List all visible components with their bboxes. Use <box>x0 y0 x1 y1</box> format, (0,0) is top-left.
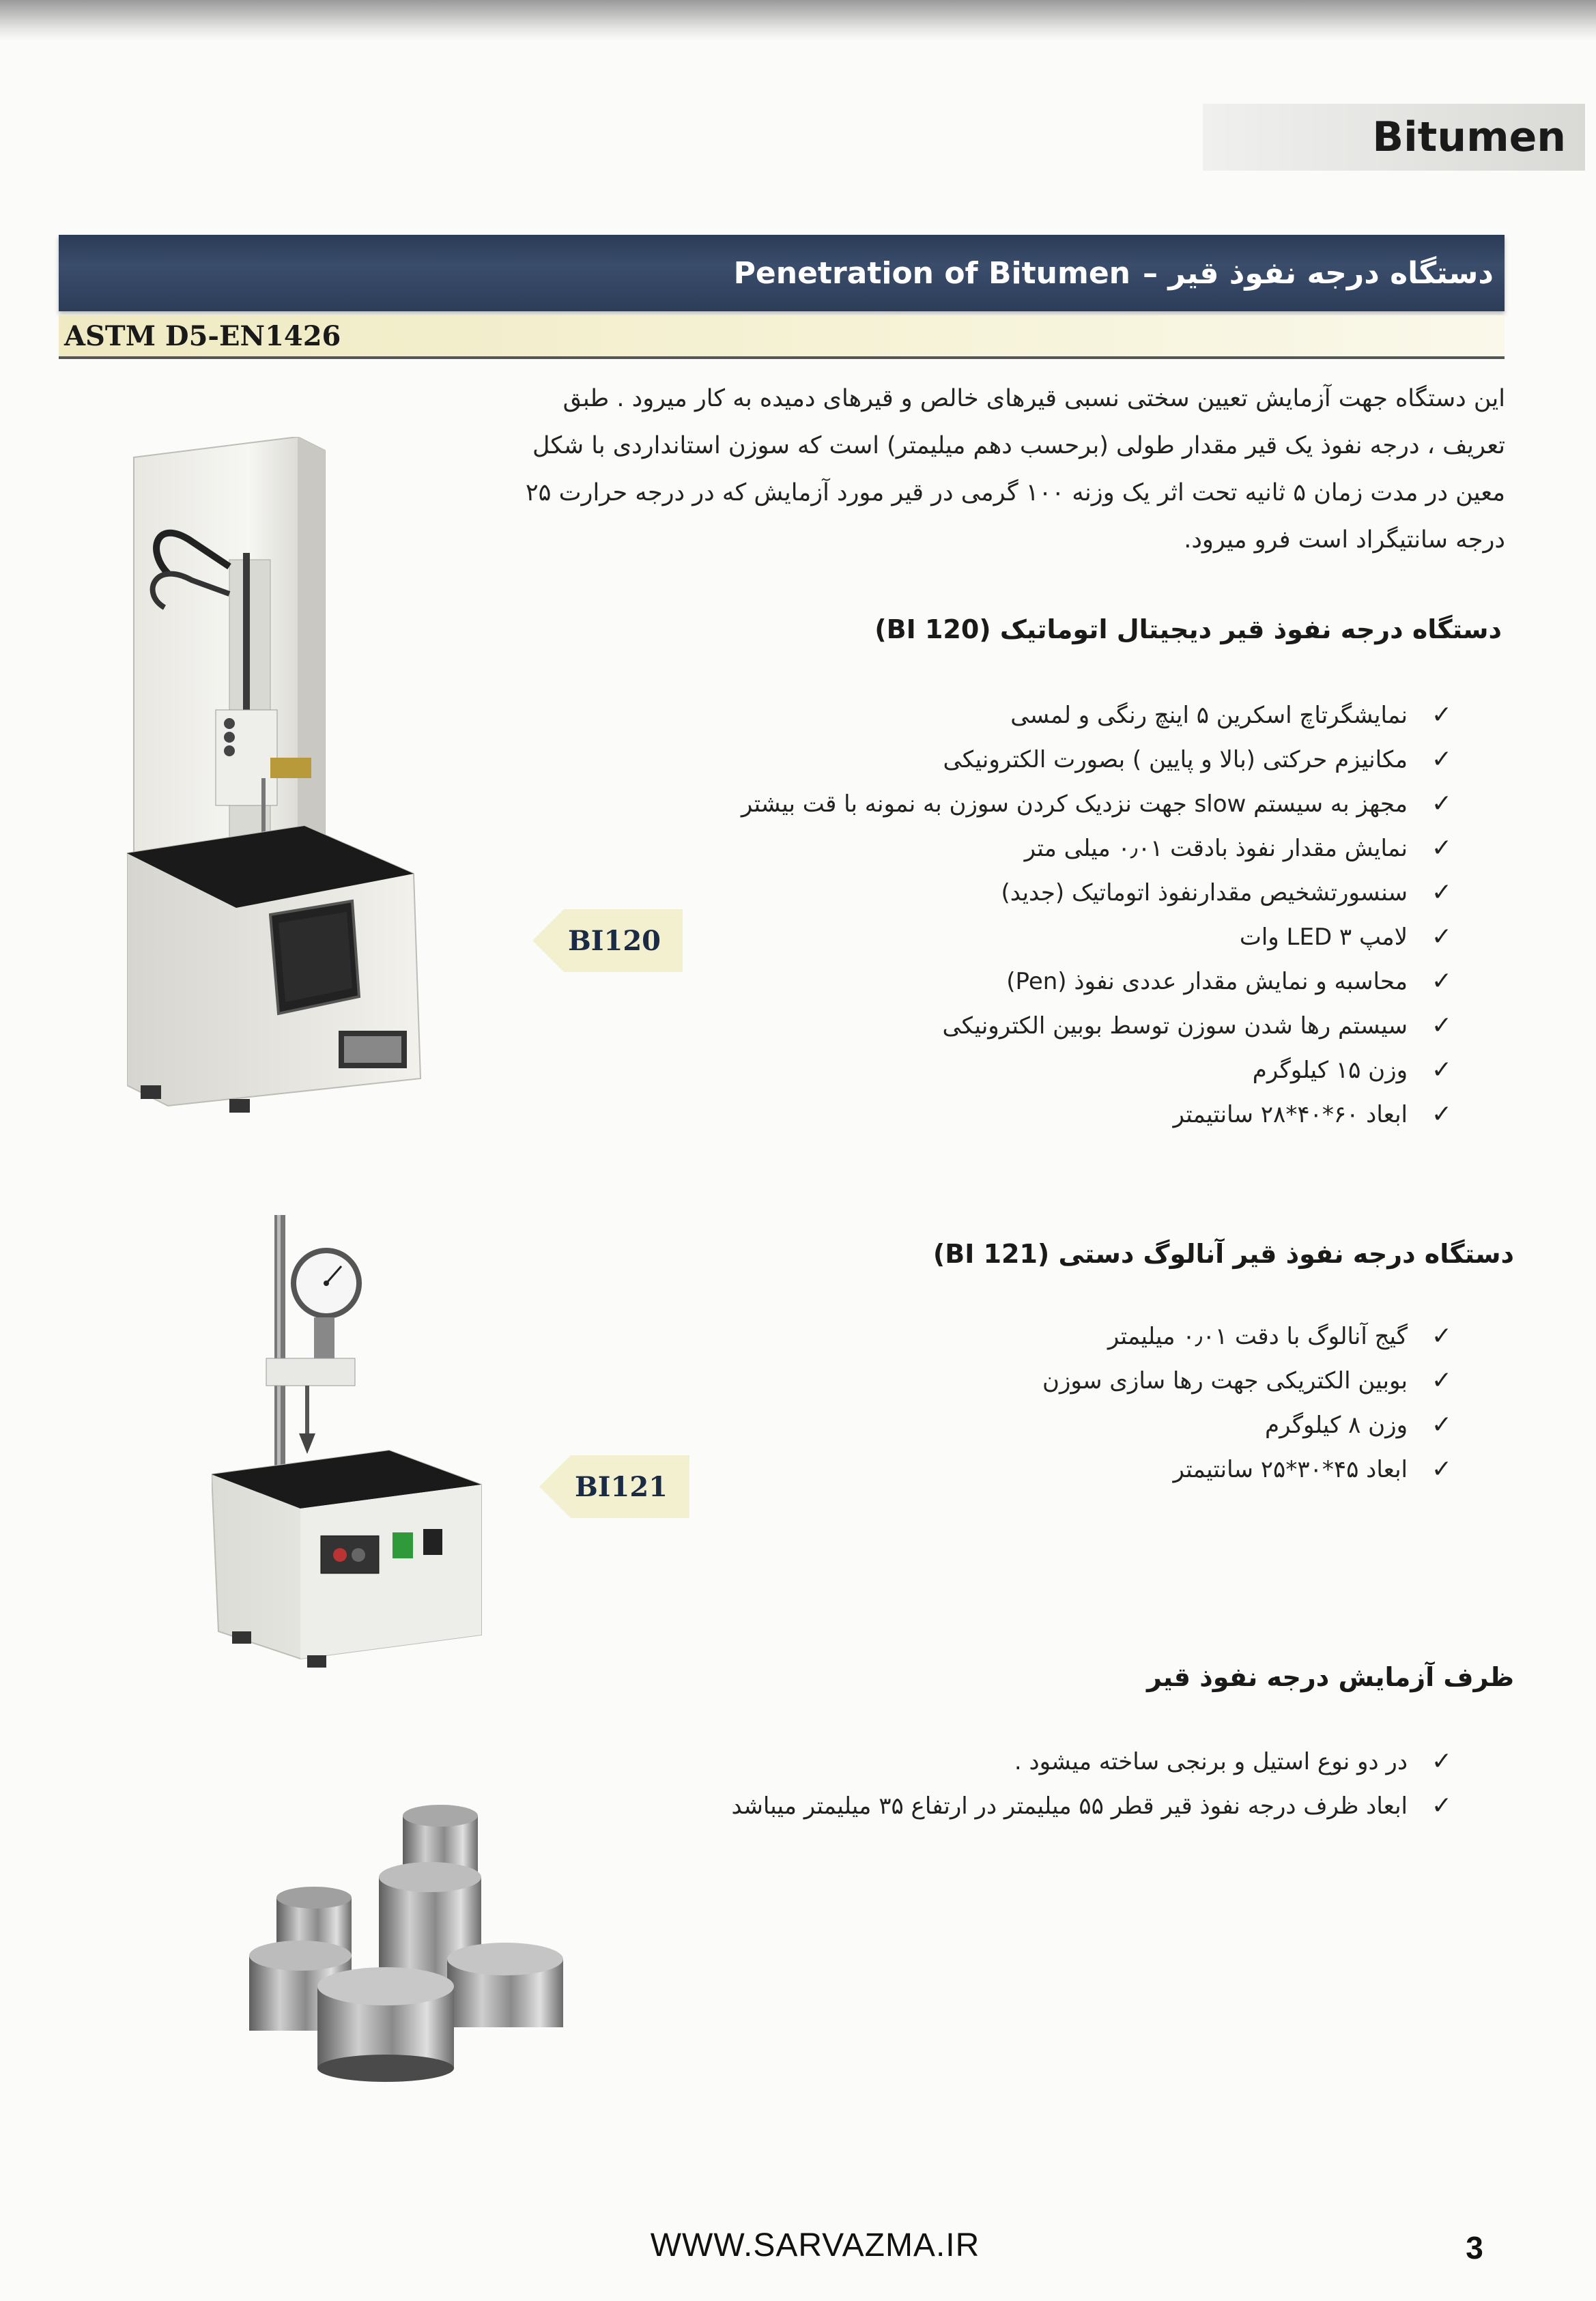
sample-containers-image <box>242 1802 584 2089</box>
list-item: ✓ نمایش مقدار نفوذ بادقت ۰٫۰۱ میلی متر <box>709 826 1459 870</box>
bi121-feature-list <box>845 1314 1459 1491</box>
check-icon: ✓ <box>1431 790 1453 818</box>
check-icon: ✓ <box>1431 1056 1453 1084</box>
check-icon: ✓ <box>1431 1100 1453 1128</box>
bi120-model-tag <box>532 909 683 972</box>
check-icon: ✓ <box>1431 1322 1453 1350</box>
check-icon: ✓ <box>1431 1012 1453 1040</box>
list-item: ✓ سنسورتشخیص مقدارنفوذ اتوماتیک (جدید) <box>709 870 1459 915</box>
list-item: ✓ محاسبه و نمایش مقدار عددی نفوذ (Pen) <box>709 959 1459 1003</box>
list-item: ✓ وزن ۱۵ کیلوگرم <box>709 1048 1459 1092</box>
check-icon: ✓ <box>1431 1792 1453 1820</box>
container-heading: ظرف آزمایش درجه نفوذ قیر <box>1147 1662 1514 1692</box>
section-title: Bitumen <box>1372 113 1566 161</box>
check-icon: ✓ <box>1431 834 1453 862</box>
check-icon: ✓ <box>1431 1455 1453 1483</box>
title-bar <box>59 235 1505 311</box>
bi120-model-label: BI120 <box>567 924 661 957</box>
list-item: ✓ ابعاد ظرف درجه نفوذ قیر قطر ۵۵ میلیمتر در ارتفاع ۳۵ میلیمتر میباشد <box>640 1784 1459 1828</box>
top-shadow <box>0 0 1596 41</box>
bi120-heading: دستگاه درجه نفوذ قیر دیجیتال اتوماتیک (BI 120) <box>874 614 1502 644</box>
list-item: ✓ ابعاد ۶۰*۴۰*۲۸ سانتیمتر <box>709 1092 1459 1137</box>
title-persian: دستگاه درجه نفوذ قیر – <box>1143 255 1494 291</box>
list-item: ✓ مکانیزم حرکتی (بالا و پایین ) بصورت الکترونیکی <box>709 737 1459 782</box>
page-number: 3 <box>1466 2230 1483 2266</box>
bi121-heading: دستگاه درجه نفوذ قیر آنالوگ دستی (BI 121) <box>932 1239 1514 1269</box>
list-item: ✓ گیج آنالوگ با دقت ۰٫۰۱ میلیمتر <box>845 1314 1459 1358</box>
bi121-model-tag <box>539 1455 689 1518</box>
standard-label: ASTM D5-EN1426 <box>64 319 341 352</box>
list-item: ✓ لامپ LED ۳ وات <box>709 915 1459 959</box>
standard-strip <box>59 315 1505 359</box>
check-icon: ✓ <box>1431 1747 1453 1775</box>
container-feature-list <box>640 1739 1459 1828</box>
bi120-device-image <box>127 437 468 1113</box>
check-icon: ✓ <box>1431 878 1453 906</box>
check-icon: ✓ <box>1431 1367 1453 1395</box>
check-icon: ✓ <box>1431 1411 1453 1439</box>
title-english: Penetration of Bitumen <box>733 255 1131 291</box>
check-icon: ✓ <box>1431 923 1453 951</box>
check-icon: ✓ <box>1431 745 1453 773</box>
list-item: ✓ نمایشگرتاچ اسکرین ۵ اینچ رنگی و لمسی <box>709 693 1459 737</box>
footer-url[interactable]: WWW.SARVAZMA.IR <box>650 2227 980 2263</box>
list-item: ✓ وزن ۸ کیلوگرم <box>845 1403 1459 1447</box>
bi120-feature-list <box>709 693 1459 1137</box>
bi121-model-label: BI121 <box>574 1470 668 1503</box>
list-item: ✓ در دو نوع استیل و برنجی ساخته میشود . <box>640 1739 1459 1784</box>
list-item: ✓ بوبین الکتریکی جهت رها سازی سوزن <box>845 1358 1459 1403</box>
section-tab <box>1203 104 1585 171</box>
check-icon: ✓ <box>1431 967 1453 995</box>
intro-paragraph: این دستگاه جهت آزمایش تعیین سختی نسبی قیرهای خالص و قیرهای دمیده به کار میرود . طبق تعریف ، درجه نفوذ یک قیر مقدار طولی (برحسب دهم میلیمتر) است که سوزن استانداردی با شکل معین در مدت زمان ۵ ثانیه تحت اثر یک وزنه ۱۰۰ گرمی در قیر مورد آزمایش که در درجه حرارت ۲۵ درجه سانتیگراد است فرو میرود. <box>525 385 1505 554</box>
list-item: ✓ سیستم رها شدن سوزن توسط بوبین الکترونیکی <box>709 1003 1459 1048</box>
list-item: ✓ مجهز به سیستم slow جهت نزدیک کردن سوزن به نمونه با قت بیشتر <box>709 782 1459 826</box>
list-item: ✓ ابعاد ۴۵*۳۰*۲۵ سانتیمتر <box>845 1447 1459 1491</box>
check-icon: ✓ <box>1431 701 1453 729</box>
bi121-device-image <box>212 1215 498 1693</box>
